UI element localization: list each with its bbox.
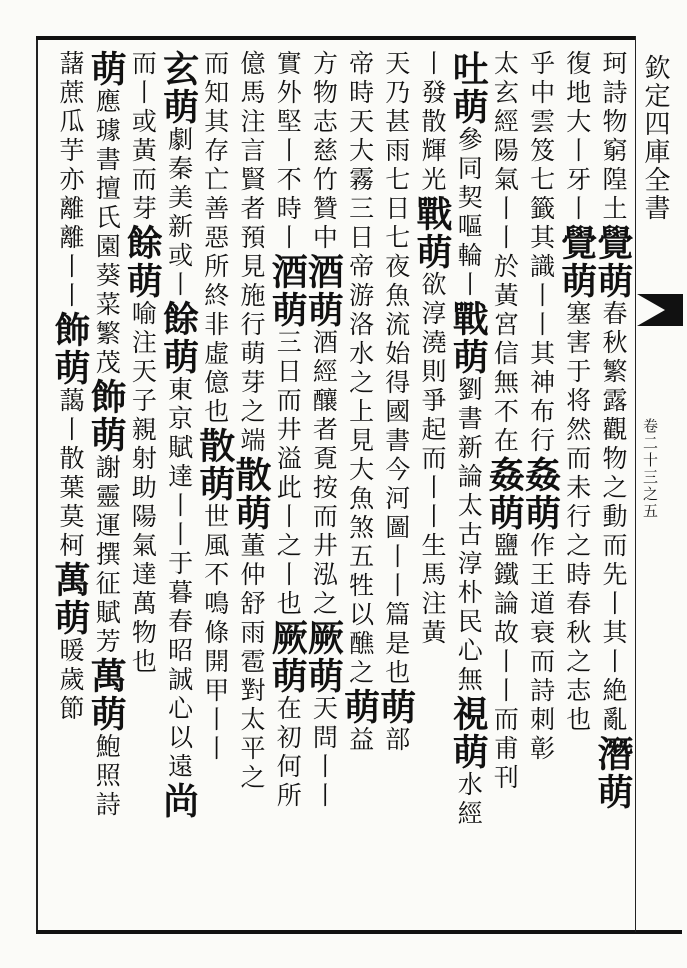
gloss-text: 鹽鐵論故丨丨而甫刊 — [490, 532, 520, 793]
volume-label: 卷二十三之五 — [641, 418, 659, 520]
gloss-text: 酒經釀者覔按而井泓之 — [309, 329, 339, 619]
gloss-text: 暖歲節 — [56, 637, 85, 724]
gloss-text: 謝靈運撰征賦芳 — [92, 454, 122, 657]
gloss-text: 藷蔗瓜芋亦離離丨丨 — [56, 50, 85, 311]
headword: 厥萌 — [266, 619, 309, 695]
gloss-text: 塞害于将然而未行之時春秋之志也 — [562, 300, 592, 735]
headword: 戰萌 — [411, 195, 453, 271]
gloss-text: 億馬注言賢者預見施行萌芽之端 — [237, 50, 266, 456]
headword: 玄萌 — [157, 50, 200, 126]
text-column-16 — [47, 50, 93, 930]
headword: 散萌 — [193, 427, 236, 503]
headword: 萌 — [85, 50, 128, 88]
gloss-text: 劇秦美新或丨 — [164, 126, 194, 300]
gloss-text: 益 — [345, 726, 375, 755]
gloss-text: 董仲舒雨雹對太平之 — [237, 532, 266, 793]
gloss-text: 三日而井溢此丨之丨也 — [273, 329, 303, 619]
headword: 飾萌 — [49, 311, 91, 387]
headword: 姦萌 — [483, 456, 526, 532]
gloss-text: 在初何所 — [273, 695, 303, 811]
gloss-text: 太玄經陽氣丨丨於黃宮信無不在 — [490, 50, 520, 456]
headword: 覺萌 — [592, 224, 634, 300]
gloss-text: 實外堅丨不時丨 — [273, 50, 303, 253]
headword: 萬萌 — [85, 657, 128, 733]
headword: 萌 — [374, 688, 417, 726]
headword: 覺萌 — [555, 224, 598, 300]
gloss-text: 復地大丨牙丨 — [562, 50, 592, 224]
gloss-text: 珂詩物窮隍土 — [599, 50, 628, 224]
gloss-text: 而丨或黃而芽 — [128, 50, 158, 224]
gloss-text: 喻注天子親射助陽氣達萬物也 — [128, 300, 158, 677]
gloss-text: 部 — [381, 726, 411, 755]
headword: 視萌 — [447, 695, 490, 771]
headword: 潛萌 — [592, 735, 634, 811]
top-border-rule — [36, 36, 636, 40]
headword: 散萌 — [230, 456, 272, 532]
gloss-text: 水經 — [454, 771, 484, 829]
headword: 厥萌 — [302, 619, 345, 695]
collection-title: 欽定四庫全書 — [640, 54, 670, 222]
headword: 萬萌 — [49, 561, 91, 637]
gloss-text: 東京賦達丨丨于暮春昭誠心以遠 — [164, 376, 194, 782]
headword: 戰萌 — [447, 300, 490, 376]
gloss-text: 應璩書擅氏園葵菜繁茂 — [92, 88, 122, 378]
headword: 餘萌 — [121, 224, 164, 300]
gloss-text: 丨發散輝光 — [418, 50, 447, 195]
gloss-text: 世風不鳴條開甲丨丨 — [200, 503, 230, 764]
gloss-text: 乎中雲笈七籤其識丨丨其神布行 — [526, 50, 556, 456]
headword: 萌 — [338, 688, 381, 726]
gloss-text: 參同契嘔輪丨 — [454, 126, 484, 300]
gloss-text: 而知其存亡善惡所終非虛億也 — [200, 50, 230, 427]
gloss-text: 作王道衰而詩刺彰 — [526, 532, 556, 764]
gloss-text: 劉書新論太古淳朴民心無 — [454, 376, 484, 695]
headword: 姦萌 — [519, 456, 562, 532]
fishtail-mark-icon — [637, 290, 683, 330]
gloss-text: 藹丨散葉莫柯 — [56, 387, 85, 561]
gloss-text: 春秋繁露觀物之動而先丨其丨絶亂 — [599, 300, 628, 735]
gloss-text: 帝時天大霧三日帝游洛水之上見大魚煞五牲以醮之 — [345, 50, 375, 688]
headword: 酒萌 — [302, 253, 345, 329]
bottom-border-rule — [36, 930, 682, 934]
headword: 吐萌 — [447, 50, 490, 126]
gloss-text: 欲淳澆則爭起而丨丨生馬注黃 — [418, 271, 447, 648]
gloss-text: 天問丨丨 — [309, 695, 339, 811]
headword: 尚 — [157, 782, 200, 820]
headword: 餘萌 — [157, 300, 200, 376]
gloss-text: 天乃甚雨七日七夜魚流始得國書今河圖丨丨篇是也 — [381, 50, 411, 688]
headword: 飾萌 — [85, 378, 128, 454]
gloss-text: 鮑照詩 — [92, 733, 122, 820]
gloss-text: 方物志慈竹贊中 — [309, 50, 339, 253]
headword: 酒萌 — [266, 253, 309, 329]
